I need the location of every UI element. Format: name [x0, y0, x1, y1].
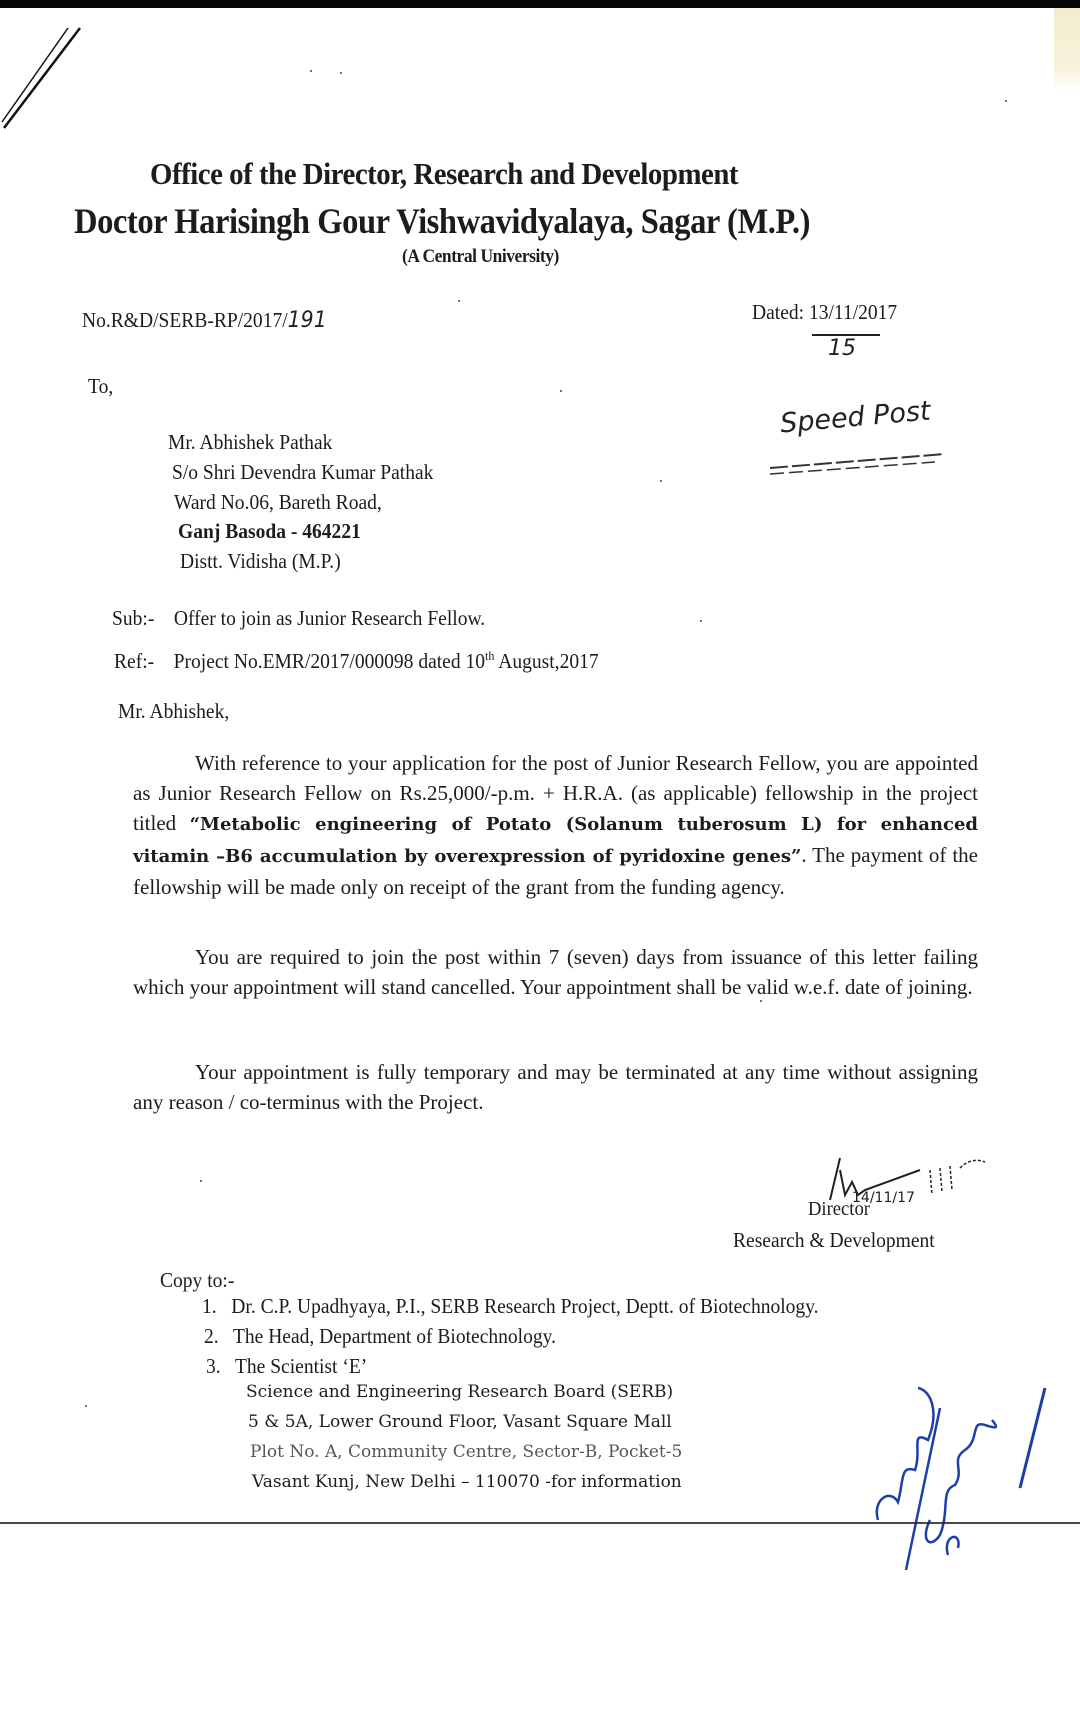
recipient-street: Ward No.06, Bareth Road, [174, 490, 382, 514]
speed-post-annotation: Speed Post [778, 395, 932, 440]
scan-speck [700, 620, 702, 622]
serb-address-line-2: 5 & 5A, Lower Ground Floor, Vasant Square Mall [248, 1412, 672, 1432]
scan-speck [200, 1180, 202, 1182]
dated-label: Dated: [752, 300, 805, 324]
copy-item-number: 2. [204, 1324, 219, 1348]
paper-corner-stain [1054, 8, 1080, 93]
serb-address-line-3: Plot No. A, Community Centre, Sector-B, Pocket-5 [250, 1442, 683, 1462]
body-paragraph-2 [133, 942, 978, 1002]
scan-speck [560, 390, 562, 392]
to-label: To, [88, 374, 114, 398]
scan-speck [458, 300, 460, 302]
copy-to-item-2 [204, 1324, 556, 1349]
reference-number-handwritten: 191 [287, 308, 327, 333]
signatory-department: Research & Development [733, 1228, 935, 1252]
signature-date: 14/11/17 [852, 1190, 915, 1206]
ref-superscript: th [485, 648, 495, 663]
signatory-title: Director [808, 1198, 870, 1220]
para2-text: You are required to join the post within 7 (seven) days from issuance of this letter failing which your appointment will stand cancelled. Your appointment shall be valid w.e.f. date of joining. [133, 945, 978, 999]
scan-speck [340, 72, 342, 74]
ref-label: Ref:- [114, 649, 155, 673]
reference-number-prefix: No.R&D/SERB-RP/2017/ [82, 308, 288, 332]
copy-to-item-3 [206, 1354, 367, 1379]
scan-speck [310, 70, 312, 72]
body-paragraph-3 [133, 1057, 978, 1117]
scan-speck [1005, 100, 1007, 102]
copy-to-label: Copy to:- [160, 1268, 235, 1292]
para1-text-start: With reference to your application for the post of Junior Research Fellow, you are appointed as Junior Research Fellow on Rs.25,000/-p.m. + H.R.A. (as applicable) fellowship in the project titled [133, 751, 978, 835]
body-paragraph-1 [133, 748, 978, 902]
copy-item-number: 1. [202, 1294, 217, 1318]
serb-address-line-4: Vasant Kunj, New Delhi – 110070 -for information [252, 1472, 682, 1492]
recipient-district: Distt. Vidisha (M.P.) [180, 549, 341, 573]
ref-text-after: August,2017 [494, 649, 599, 673]
top-black-bar [0, 0, 1080, 8]
page-bottom-rule [0, 1522, 1080, 1524]
ref-line [114, 648, 599, 674]
copy-item-number: 3. [206, 1354, 221, 1378]
date-value: 13/11/2017 [808, 300, 898, 324]
recipient-name: Mr. Abhishek Pathak [168, 430, 333, 454]
speed-post-underline [765, 448, 965, 478]
para3-text: Your appointment is fully temporary and may be terminated at any time without assigning any reason / co-terminus with the Project. [133, 1060, 978, 1114]
reference-number [82, 308, 327, 333]
subject-text: Offer to join as Junior Research Fellow. [173, 606, 486, 630]
date-line [752, 300, 897, 325]
subject-label: Sub:- [112, 606, 155, 630]
pen-stroke-mark [0, 20, 90, 130]
serb-address-line-1: Science and Engineering Research Board (SERB) [246, 1382, 674, 1402]
copy-item-text: Dr. C.P. Upadhyaya, P.I., SERB Research Project, Deptt. of Biotechnology. [231, 1294, 819, 1318]
project-title: “Metabolic engineering of Potato (Solanum tuberosum L) for enhanced vitamin –B6 accumulation by overexpression of pyridoxine genes” [133, 814, 978, 867]
scan-speck [660, 480, 662, 482]
recipient-city: Ganj Basoda - 464221 [178, 519, 361, 543]
greeting: Mr. Abhishek, [118, 699, 230, 723]
blue-pen-signature [870, 1370, 1050, 1570]
ref-text: Project No.EMR/2017/000098 dated 10 [173, 649, 486, 673]
para1-text-end: . The payment of the fellowship will be made only on receipt of the grant from the funding agency. [133, 843, 978, 899]
subject-line [112, 606, 485, 631]
scan-speck [85, 1405, 87, 1407]
copy-item-text: The Head, Department of Biotechnology. [232, 1324, 557, 1348]
copy-item-text: The Scientist ‘E’ [234, 1354, 368, 1378]
date-annotation: 15 [828, 336, 856, 361]
letterhead-office-title: Office of the Director, Research and Development [150, 156, 739, 191]
copy-to-item-1 [202, 1294, 819, 1319]
recipient-parent: S/o Shri Devendra Kumar Pathak [172, 460, 434, 484]
letterhead-subtitle: (A Central University) [402, 246, 559, 267]
letterhead-university-name: Doctor Harisingh Gour Vishwavidyalaya, Sagar (M.P.) [74, 201, 810, 241]
scan-speck [760, 1000, 762, 1002]
